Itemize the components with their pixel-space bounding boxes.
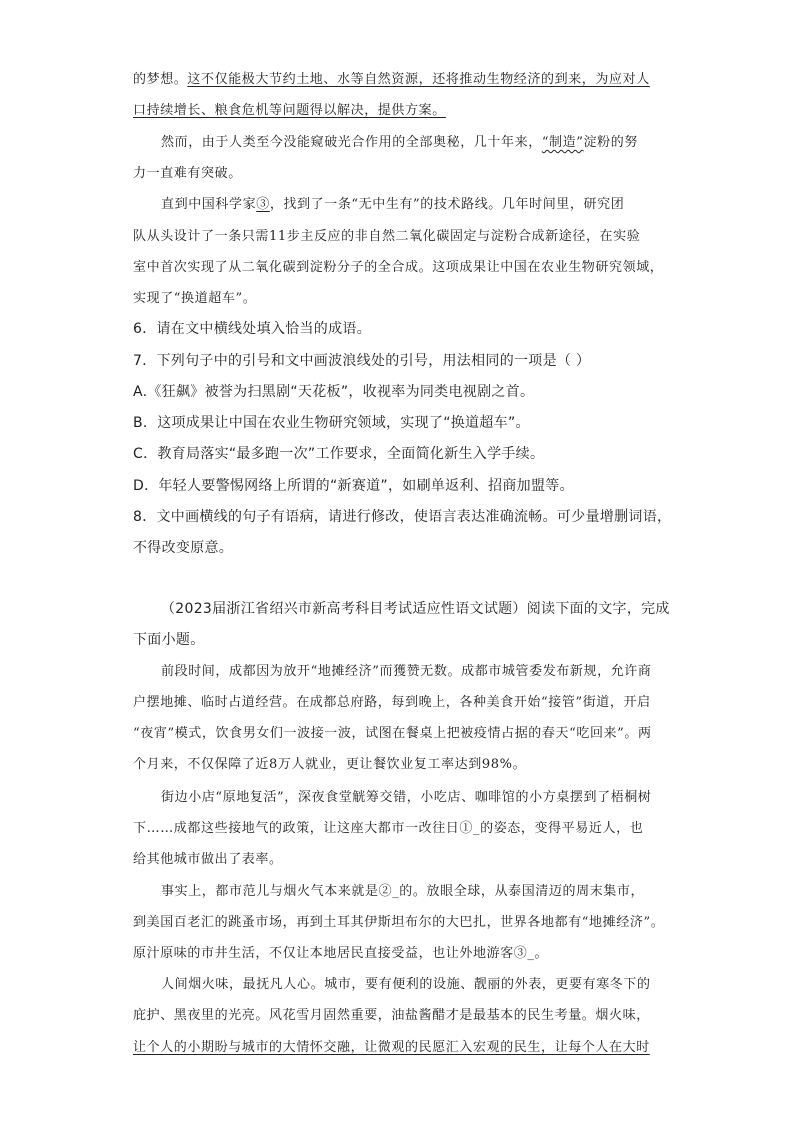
passage-text: 力一直难有突破。 [133,166,242,181]
underlined-sentence: 这不仅能极大节约土地、水等自然资源，还将推动生物经济的到来，为应对人 [187,72,650,87]
underlined-sentence: 让个人的小期盼与城市的大情怀交融，让微观的民愿汇入宏观的民生，让每个人在大时 [133,1040,650,1055]
section-intro: （2023届浙江省绍兴市新高考科目考试适应性语文试题）阅读下面的文字，完成 [161,601,670,617]
passage-text: 的梦想。 [133,72,188,87]
question-8: 8．文中画横线的句子有语病，请进行修改，使语言表达准确流畅。可少量增删词语， [133,509,672,525]
passage-line: 个月来，不仅保障了近8万人就业，更让餐饮业复工率达到98%。 [133,757,527,772]
passage-line [133,68,673,87]
option-c: C．教育局落实“最多跑一次”工作要求，全面简化新生入学手续。 [133,446,545,462]
passage-text: 淀粉的努 [583,135,638,150]
blank-3: ③ [256,197,270,212]
passage-line: 实现了“换道超车”。 [133,291,257,306]
passage-line [133,162,673,181]
question-7: 7．下列句子中的引号和文中画波浪线处的引号，用法相同的一项是（ ） [133,353,591,369]
section-intro-cont: 下面小题。 [133,632,205,648]
passage-line: 下……成都这些接地气的政策，让这座大都市一改往日①_的姿态，变得平易近人，也 [133,821,644,836]
passage-line: 前段时间，成都因为放开“地摊经济”而獲赞无数。成都市城管委发布新规，允许商 [161,664,652,679]
passage-line: 户摆地摊、临时占道经营。在成都总府路，每到晚上，各种美食开始“接管”街道，开启 [133,695,651,710]
passage-line: 队从头设计了一条只需11步主反应的非自然二氧化碳固定与淀粉合成新途径，在实验 [133,229,641,244]
passage-line: 原汁原味的市井生活，不仅让本地居民直接受益，也让外地游客③_。 [133,946,549,961]
passage-line [133,99,673,118]
option-a: A.《狂飙》被誉为扫黑剧“天花板”，收视率为同类电视剧之首。 [133,384,535,400]
passage-line: 人间烟火味，最抚凡人心。城市，要有便利的设施、靓丽的外表，更要有寒冬下的 [161,977,651,992]
wavy-underlined-quote: “制造” [541,135,584,150]
passage-line [161,131,701,150]
passage-line: 街边小店“原地复活”，深夜食堂觥筹交错，小吃店、咖啡馆的小方桌摆到了梧桐树 [161,790,652,805]
question-8-cont: 不得改变原意。 [133,540,234,556]
passage-line: 事实上，都市范儿与烟火气本来就是②_的。放眼全球，从泰国清迈的周末集市， [161,884,645,899]
passage-line [161,193,701,212]
question-6: 6．请在文中横线处填入恰当的成语。 [133,321,372,337]
passage-line: 到美国百老汇的跳蚤市场，再到土耳其伊斯坦布尔的大巴扎，世界各地都有“地摊经济”。 [133,915,665,930]
passage-line: 给其他城市做出了表率。 [133,852,283,867]
option-d: D．年轻人要警惕网络上所谓的“新赛道”，如刷单返利、招商加盟等。 [133,478,574,494]
passage-line: 室中首次实现了从二氧化碳到淀粉分子的全合成。这项成果让中国在农业生物研究领域， [133,260,664,275]
passage-text: ，找到了一条“无中生有”的技术路线。几年时间里，研究团 [269,197,625,212]
underlined-sentence: 口持续增长、粮食危机等问题得以解决，提供方案。 [133,103,446,118]
passage-line: 庇护、黑夜里的光亮。风花雪月固然重要，油盐酱醋才是最基本的民生考量。烟火味， [133,1008,650,1023]
option-b: B．这项成果让中国在农业生物研究领域，实现了“换道超车”。 [133,415,530,431]
passage-text: 然而，由于人类至今没能窥破光合作用的全部奥秘，几十年来， [161,135,542,150]
passage-line: “夜宵”模式，饮食男女们一波接一波，试图在餐桌上把被疫情占据的春天“吃回来”。两 [133,726,652,741]
passage-text: 直到中国科学家 [161,197,257,212]
